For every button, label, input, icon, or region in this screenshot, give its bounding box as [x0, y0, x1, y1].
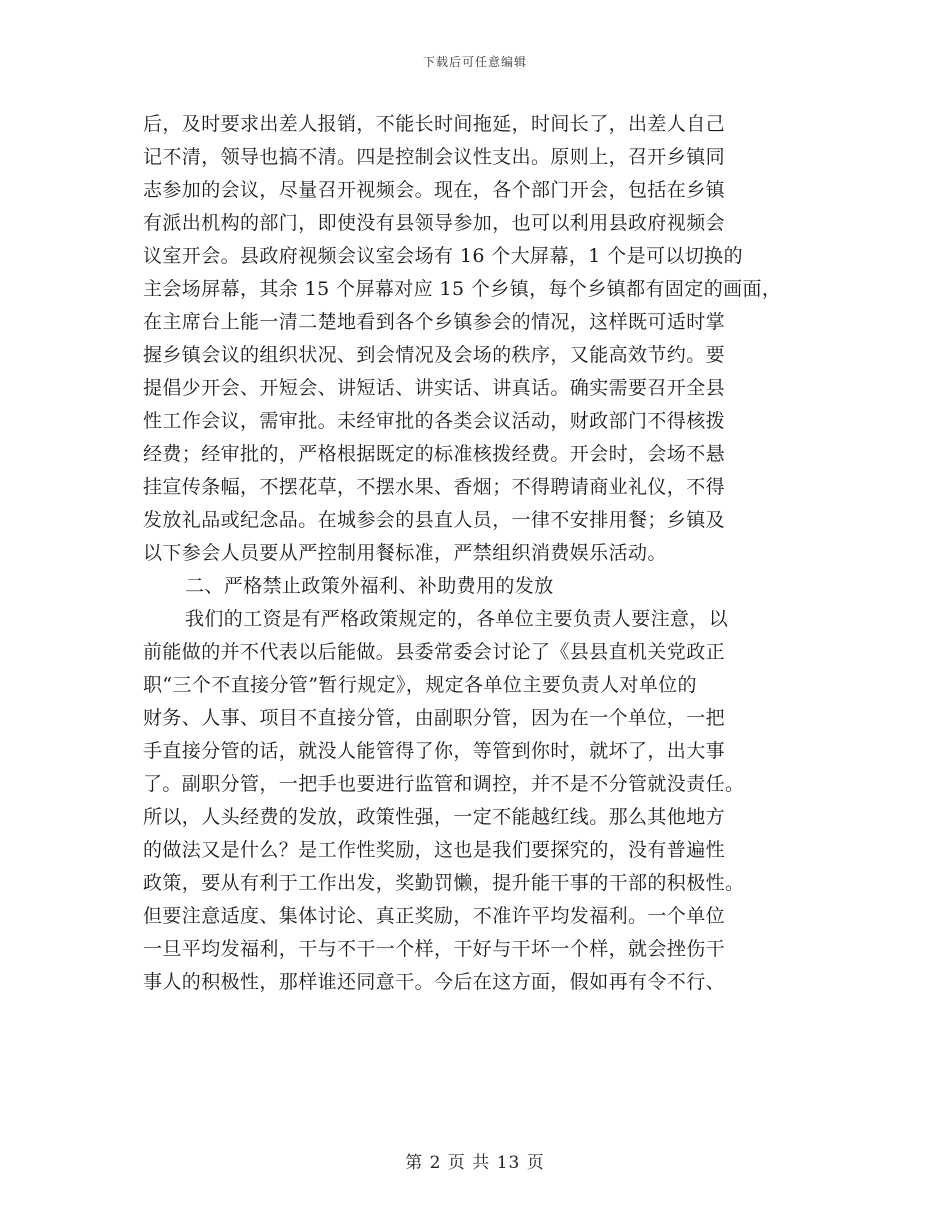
- text-line: 事人的积极性，那样谁还同意干。今后在这方面，假如再有令不行、: [143, 971, 726, 993]
- text-line: 财务、人事、项目不直接分管，由副职分管，因为在一个单位，一把: [143, 707, 726, 729]
- text-line: 主会场屏幕，其余 15 个屏幕对应 15 个乡镇，每个乡镇都有固定的画面，: [143, 278, 782, 300]
- text-line: 以下参会人员要从严控制用餐标准，严禁组织消费娱乐活动。: [143, 542, 667, 564]
- text-line: 记不清，领导也搞不清。四是控制会议性支出。原则上，召开乡镇同: [143, 146, 726, 168]
- text-line: 性工作会议，需审批。未经审批的各类会议活动，财政部门不得核拨: [143, 410, 726, 432]
- text-line: 但要注意适度、集体讨论、真正奖励，不准许平均发福利。一个单位: [143, 905, 726, 927]
- text-line: 在主席台上能一清二楚地看到各个乡镇参会的情况，这样既可适时掌: [143, 311, 726, 333]
- text-line: 我们的工资是有严格政策规定的，各单位主要负责人要注意，以: [185, 608, 729, 630]
- text-line: 了。副职分管，一把手也要进行监管和调控，并不是不分管就没责任。: [143, 773, 745, 795]
- text-line: 职“三个不直接分管”暂行规定》，规定各单位主要负责人对单位的: [143, 674, 697, 696]
- section-heading: 二、严格禁止政策外福利、补助费用的发放: [185, 575, 554, 597]
- text-line: 政策，要从有利于工作出发，奖勤罚懒，提升能干事的干部的积极性。: [143, 872, 745, 894]
- page-header: 下载后可任意编辑: [422, 55, 527, 69]
- text-line: 握乡镇会议的组织状况、到会情况及会场的秩序，又能高效节约。要: [143, 344, 726, 366]
- text-line: 志参加的会议，尽量召开视频会。现在，各个部门开会，包括在乡镇: [143, 179, 726, 201]
- text-line: 发放礼品或纪念品。在城参会的县直人员，一律不安排用餐；乡镇及: [143, 509, 726, 531]
- text-line: 议室开会。县政府视频会议室会场有 16 个大屏幕，1 个是可以切换的: [143, 245, 743, 267]
- document-body: [143, 108, 833, 999]
- text-line: 手直接分管的话，就没人能管得了你，等管到你时，就坏了，出大事: [143, 740, 726, 762]
- text-line: 后，及时要求出差人报销，不能长时间拖延，时间长了，出差人自己: [143, 113, 726, 135]
- text-line: 有派出机构的部门，即使没有县领导参加，也可以利用县政府视频会: [143, 212, 726, 234]
- text-line: 前能做的并不代表以后能做。县委常委会讨论了《县县直机关党政正: [143, 641, 726, 663]
- text-line: 所以，人头经费的发放，政策性强，一定不能越红线。那么其他地方: [143, 806, 726, 828]
- text-line: 的做法又是什么？是工作性奖励，这也是我们要探究的，没有普遍性: [143, 839, 726, 861]
- text-line: 一旦平均发福利，干与不干一个样，干好与干坏一个样，就会挫伤干: [143, 938, 726, 960]
- text-line: 经费；经审批的，严格根据既定的标准核拨经费。开会时，会场不悬: [143, 443, 726, 465]
- text-line: 挂宣传条幅，不摆花草，不摆水果、香烟；不得聘请商业礼仪，不得: [143, 476, 726, 498]
- text-line: 提倡少开会、开短会、讲短话、讲实话、讲真话。确实需要召开全县: [143, 377, 726, 399]
- page-footer: 第 2 页 共 13 页: [405, 1153, 545, 1173]
